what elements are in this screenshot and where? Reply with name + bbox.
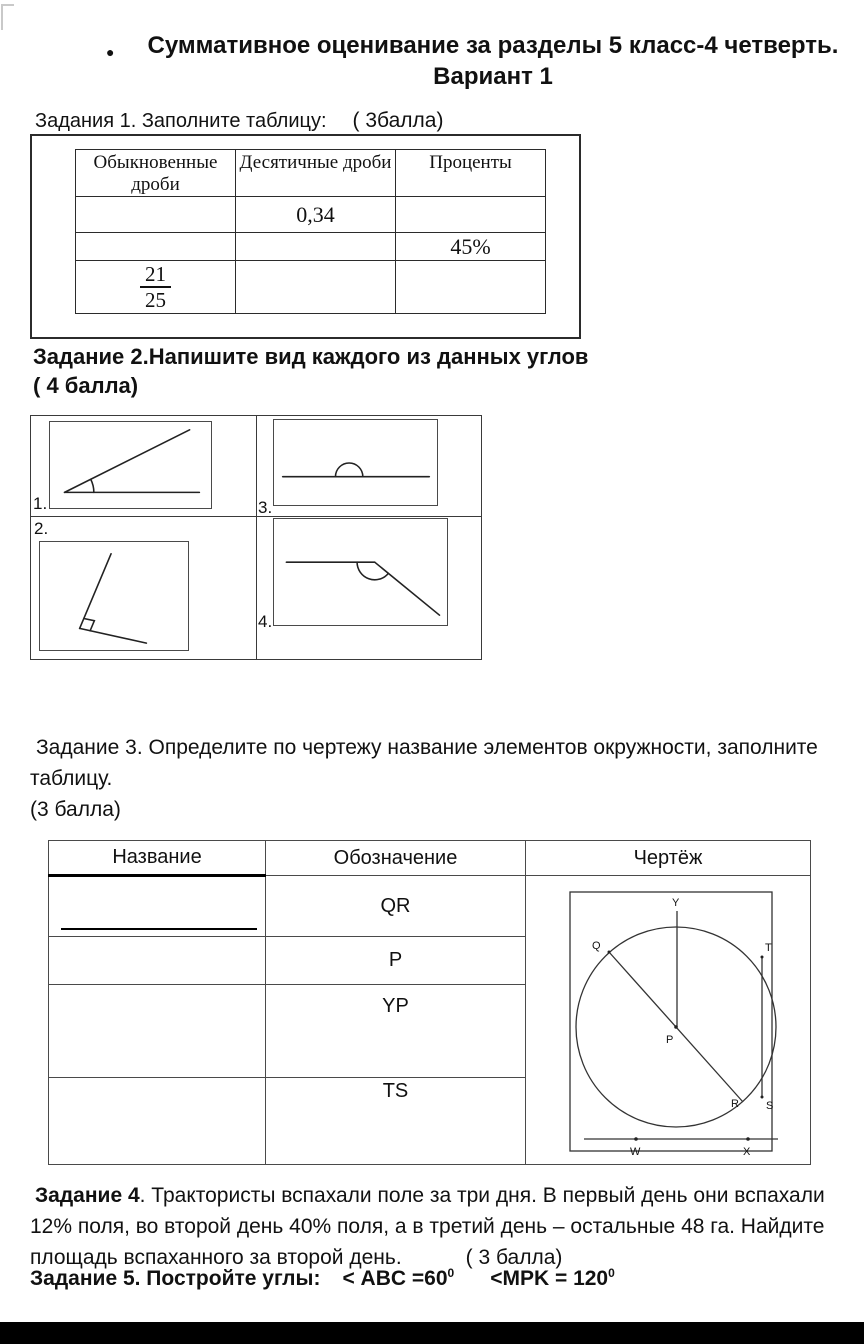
task4-line1-rest: . Трактористы вспахали поле за три дня. В первый день они вспахали [139, 1184, 825, 1207]
t1-fraction-cell [76, 261, 236, 314]
task4-line2: 12% поля, во второй день 40% поля, а в третий день – остальные 48 га. Найдите [30, 1215, 825, 1238]
task4-label: Задание 4 [35, 1184, 140, 1207]
diagram-label-w: W [630, 1146, 641, 1158]
fraction-numerator: 21 [140, 262, 171, 288]
grid-horizontal-divider [31, 516, 481, 517]
t1-empty-cell [236, 233, 396, 261]
answer-blank-line [61, 928, 257, 930]
t1-empty-cell [396, 197, 546, 233]
angle-figure-right [39, 541, 189, 651]
bottom-black-bar [0, 1322, 864, 1344]
t3-name-cell [49, 876, 266, 937]
task1-heading [35, 108, 443, 134]
task5-angle-mpk-text: <MPK = 120 [490, 1267, 609, 1290]
circle-diagram [526, 876, 809, 1164]
task4-line3-text: площадь вспаханного за второй день. [30, 1246, 402, 1269]
task2-angles-grid [30, 415, 482, 660]
t3-header-drawing: Чертёж [526, 841, 811, 876]
t3-header-designation: Обозначение [266, 841, 526, 876]
task5-text [30, 1266, 615, 1291]
task3-points: (3 балла) [30, 798, 121, 821]
task4-text [30, 1180, 864, 1273]
diagram-label-r: R [731, 1098, 739, 1110]
task2-heading [33, 342, 588, 400]
angle-label-4: 4. [258, 612, 273, 631]
diagram-label-q: Q [592, 940, 601, 952]
task3-table [48, 840, 811, 1165]
task3-line1: Задание 3. Определите по чертежу название элементов окружности, заполните [36, 736, 818, 759]
task5-degree-2: 0 [608, 1266, 615, 1280]
t3-designation-ts: TS [266, 1077, 526, 1164]
t1-percent-value: 45% [396, 233, 546, 261]
page-title: Суммативное оценивание за разделы 5 класс-4 четверть. [147, 32, 839, 59]
task1-table [75, 149, 546, 314]
t3-designation-qr: QR [266, 876, 526, 937]
task3-heading [30, 732, 864, 825]
t1-header-decimal-fractions: Десятичные дроби [236, 150, 396, 197]
t1-header-common-fractions: Обыкновенные дроби [76, 150, 236, 197]
task2-points: ( 4 балла) [33, 373, 139, 398]
task1-heading-text: Задания 1. Заполните таблицу: [35, 110, 327, 132]
task2-heading-text: Задание 2.Напишите вид каждого из данных углов [33, 344, 589, 369]
task5-prefix: Задание 5. Постройте углы: [30, 1267, 321, 1290]
diagram-label-y: Y [672, 897, 680, 909]
fraction-denominator: 25 [145, 288, 166, 312]
diagram-label-x: X [743, 1146, 751, 1158]
t1-empty-cell [236, 261, 396, 314]
angle-label-1: 1. [33, 494, 48, 513]
t3-header-name: Название [49, 841, 266, 876]
acute-angle-drawing [50, 422, 211, 508]
task5-angle-abc-text: < ABC =60 [342, 1267, 448, 1290]
title-block [106, 30, 854, 92]
task4-line1 [30, 1180, 864, 1211]
t3-name-cell [49, 937, 266, 985]
diagram-label-t: T [765, 942, 772, 954]
variant-subtitle: Вариант 1 [433, 63, 553, 90]
angle-label-3: 3. [258, 498, 273, 517]
obtuse-angle-drawing [274, 519, 447, 625]
task4-points: ( 3 балла) [465, 1246, 563, 1269]
grid-vertical-divider [256, 416, 257, 659]
angle-label-2: 2. [34, 519, 49, 538]
task1-table-frame [30, 134, 581, 339]
t1-decimal-value: 0,34 [236, 197, 396, 233]
task5-angle-abc [342, 1267, 454, 1290]
task1-points: ( 3балла) [352, 109, 444, 132]
angle-figure-obtuse [273, 518, 448, 626]
diagram-label-p: P [666, 1034, 674, 1046]
t3-designation-yp: YP [266, 985, 526, 1077]
straight-angle-drawing [274, 420, 437, 505]
t3-diagram-cell [526, 876, 811, 1165]
right-angle-drawing [40, 542, 188, 650]
angle-figure-acute [49, 421, 212, 509]
t1-empty-cell [396, 261, 546, 314]
t3-name-cell [49, 1077, 266, 1164]
angle-figure-straight [273, 419, 438, 506]
t3-designation-p: P [266, 937, 526, 985]
task5-angle-mpk [490, 1267, 615, 1290]
bullet-icon: ● [106, 44, 115, 60]
t1-header-percents: Проценты [396, 150, 546, 197]
t3-name-cell [49, 985, 266, 1077]
t1-empty-cell [76, 233, 236, 261]
fraction-21-25 [140, 262, 171, 312]
diagram-label-s: S [766, 1100, 774, 1112]
task5-degree-1: 0 [447, 1266, 455, 1280]
t1-empty-cell [76, 197, 236, 233]
scan-corner-mark [1, 4, 14, 30]
task3-line2: таблицу. [30, 767, 113, 790]
